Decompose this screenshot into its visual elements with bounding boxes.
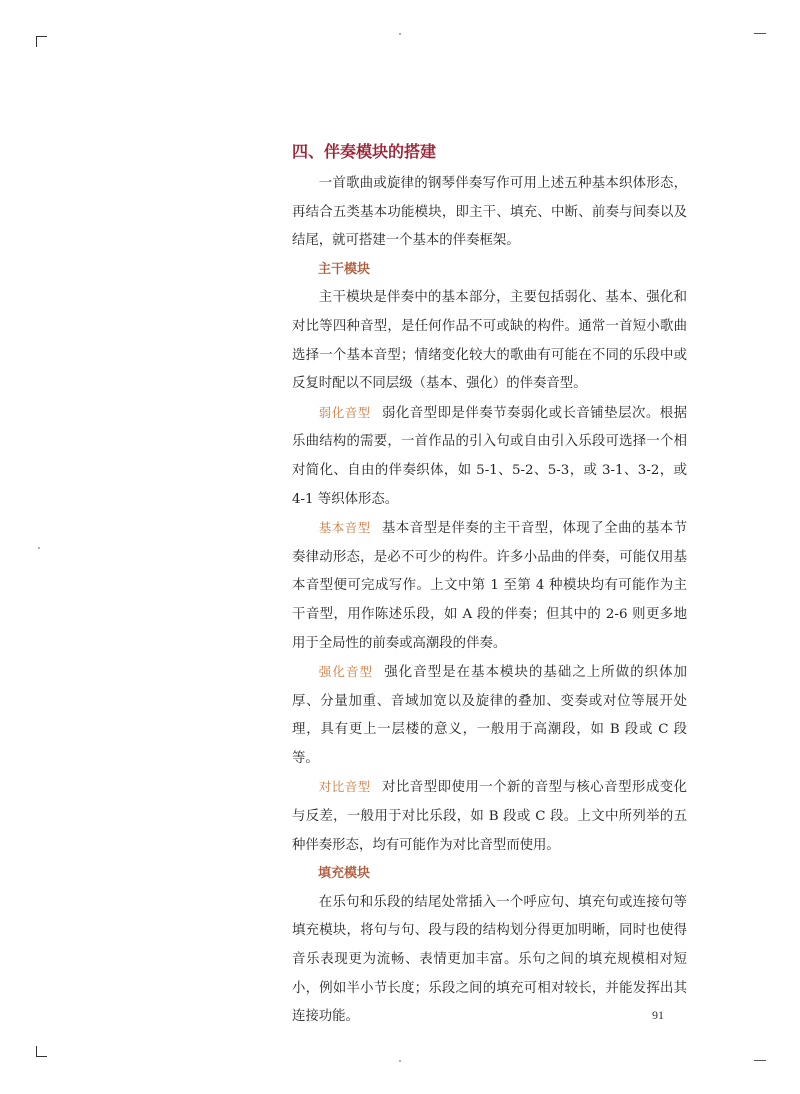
pattern-text-weakened: 弱化音型即是伴奏节奏弱化或长音铺垫层次。根据乐曲结构的需要，一首作品的引入句或自由引入乐段可选择一个相对简化、自由的伴奏织体，如 5-1、5-2、5-3，或 3-1、3-2，或 4-1 等织体形态。 (292, 405, 687, 507)
registration-dot-top (399, 33, 401, 35)
pattern-paragraph-strengthened (292, 658, 687, 773)
main-module-paragraph: 主干模块是伴奏中的基本部分，主要包括弱化、基本、强化和对比等四种音型，是任何作品不可或缺的构件。通常一首短小歌曲选择一个基本音型；情绪变化较大的歌曲有可能在不同的乐段中或反复时配以不同层级（基本、强化）的伴奏音型。 (292, 290, 687, 392)
pattern-paragraph-weakened (292, 399, 687, 514)
crop-mark-top-right (754, 33, 766, 34)
registration-dot-bottom (399, 1060, 401, 1062)
main-module-title: 主干模块 (318, 261, 371, 277)
main-content (292, 140, 687, 1032)
pattern-term-contrast: 对比音型 (318, 779, 371, 795)
intro-paragraph: 一首歌曲或旋律的钢琴伴奏写作可用上述五种基本织体形态，再结合五类基本功能模块，即主干、填充、中断、前奏与间奏以及结尾，就可搭建一个基本的伴奏框架。 (292, 176, 687, 249)
pattern-text-strengthened: 强化音型是在基本模块的基础之上所做的织体加厚、分量加重、音域加宽以及旋律的叠加、变奏或对位等展开处理，具有更上一层楼的意义，一般用于高潮段，如 B 段或 C 段等。 (292, 665, 687, 766)
crop-mark-top-left (36, 36, 47, 47)
pattern-term-basic: 基本音型 (318, 520, 371, 536)
pattern-term-strengthened: 强化音型 (318, 664, 374, 680)
pattern-paragraph-basic (292, 514, 687, 658)
page-number: 91 (652, 1008, 664, 1022)
pattern-text-contrast: 对比音型即使用一个新的音型与核心音型形成变化与反差，一般用于对比乐段，如 B 段或 C 段。上文中所列举的五种伴奏形态，均有可能作为对比音型而使用。 (292, 780, 687, 853)
registration-dot-left (38, 547, 40, 549)
pattern-paragraph-contrast (292, 773, 687, 860)
fill-module-title: 填充模块 (318, 866, 371, 882)
section-heading: 四、伴奏模块的搭建 (292, 142, 437, 161)
pattern-term-weakened: 弱化音型 (318, 404, 371, 420)
fill-module-paragraph: 在乐句和乐段的结尾处常插入一个呼应句、填充句或连接句等填充模块，将句与句、段与段的结构划分得更加明晰，同时也使得音乐表现更为流畅、表情更加丰富。乐句之间的填充规模相对短小，例如半小节长度；乐段之间的填充可相对较长，并能发挥出其连接功能。 (292, 894, 687, 1025)
pattern-text-basic: 基本音型是伴奏的主干音型，体现了全曲的基本节奏律动形态，是必不可少的构件。许多小品曲的伴奏，可能仅用基本音型便可完成写作。上文中第 1 至第 4 种模块均有可能作为主干音型，用作陈述乐段，如 A 段的伴奏；但其中的 2-6 则更多地用于全局性的前奏或高潮段的伴奏。 (292, 521, 687, 651)
crop-mark-bottom-left (36, 1046, 47, 1057)
crop-mark-bottom-right (754, 1060, 766, 1061)
